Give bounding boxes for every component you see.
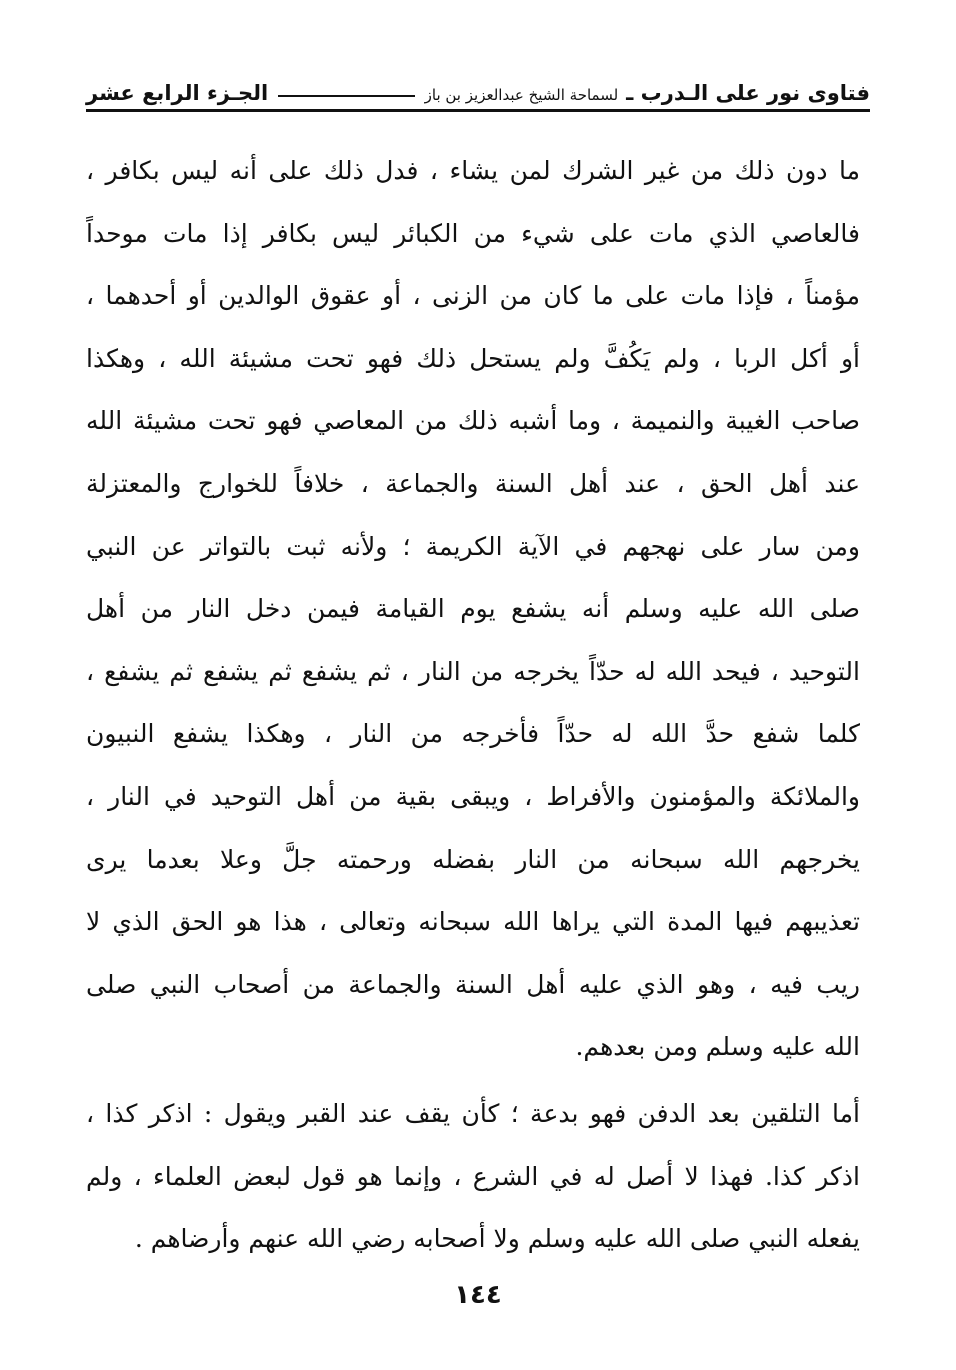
text-line: ريب فيه ، وهو الذي عليه أهل السنة والجماعة من أصحاب النبي صلى: [86, 969, 860, 999]
text-line: والملائكة والمؤمنون والأفراط ، ويبقى بقية من أهل التوحيد في النار ،: [86, 781, 860, 811]
page-number: ١٤٤: [454, 1280, 502, 1310]
paragraph-2: [86, 1083, 860, 1271]
text-line: التوحيد ، فيحد الله له حدّاً يخرجه من النار ، ثم يشفع ثم يشفع ثم يشفع ،: [86, 656, 860, 686]
text-line: فالعاصي الذي مات على شيء من الكبائر ليس بكافر إذا مات موحداً: [86, 218, 860, 248]
text-line: صلى الله عليه وسلم أنه يشفع يوم القيامة فيمن دخل النار من أهل: [86, 594, 860, 624]
text-line: مؤمناً ، فإذا مات على ما كان من الزنى ، أو عقوق الوالدين أو أحدهما ،: [86, 281, 860, 311]
paragraph-1: [86, 140, 860, 1079]
text-line: صاحب الغيبة والنميمة ، وما أشبه ذلك من المعاصي فهو تحت مشيئة الله: [86, 406, 860, 436]
header-title-group: [425, 81, 870, 105]
text-line: ومن سار على نهجهم في الآية الكريمة ؛ ولأنه ثبت بالتواتر عن النبي: [86, 531, 860, 561]
header-divider: [278, 95, 414, 97]
text-line: اذكر كذا. فهذا لا أصل له في الشرع ، وإنما هو قول لبعض العلماء ، ولم: [86, 1161, 860, 1191]
body-text: [86, 140, 860, 1275]
text-line: يفعله النبي صلى الله عليه وسلم ولا أصحابه رضي الله عنهم وأرضاهم .: [134, 1224, 860, 1254]
text-line: يخرجهم الله سبحانه من النار بفضله ورحمته جلَّ وعلا بعدما يرى: [86, 844, 860, 874]
running-header: [86, 72, 870, 112]
text-line: كلما شفع حدَّ الله له حدّاً فأخرجه من النار ، وهكذا يشفع النبيون: [86, 719, 860, 749]
volume-part: الجـزء الرابع عشر: [86, 81, 269, 105]
text-line: تعذيبهم فيها المدة التي يراها الله سبحانه وتعالى ، هذا هو الحق الذي لا: [86, 907, 860, 937]
text-line: أما التلقين بعد الدفن فهو بدعة ؛ كأن يقف عند القبر ويقول : اذكر كذا ،: [86, 1098, 860, 1128]
text-line: الله عليه وسلم ومن بعدهم.: [575, 1032, 860, 1062]
text-line: ما دون ذلك من غير الشرك لمن يشاء ، فدل ذلك على أنه ليس بكافر ،: [86, 156, 860, 185]
book-title: فتاوى نور على الـدرب ـ: [626, 81, 870, 105]
author-name: لسماحة الشيخ عبدالعزيز بن باز: [424, 86, 619, 104]
text-line: عند أهل الحق ، عند أهل السنة والجماعة ، خلافاً للخوارج والمعتزلة: [86, 468, 860, 498]
text-line: أو أكل الربا ، ولم يَكُفَّ ولم يستحل ذلك فهو تحت مشيئة الله ، وهكذا: [86, 343, 860, 373]
